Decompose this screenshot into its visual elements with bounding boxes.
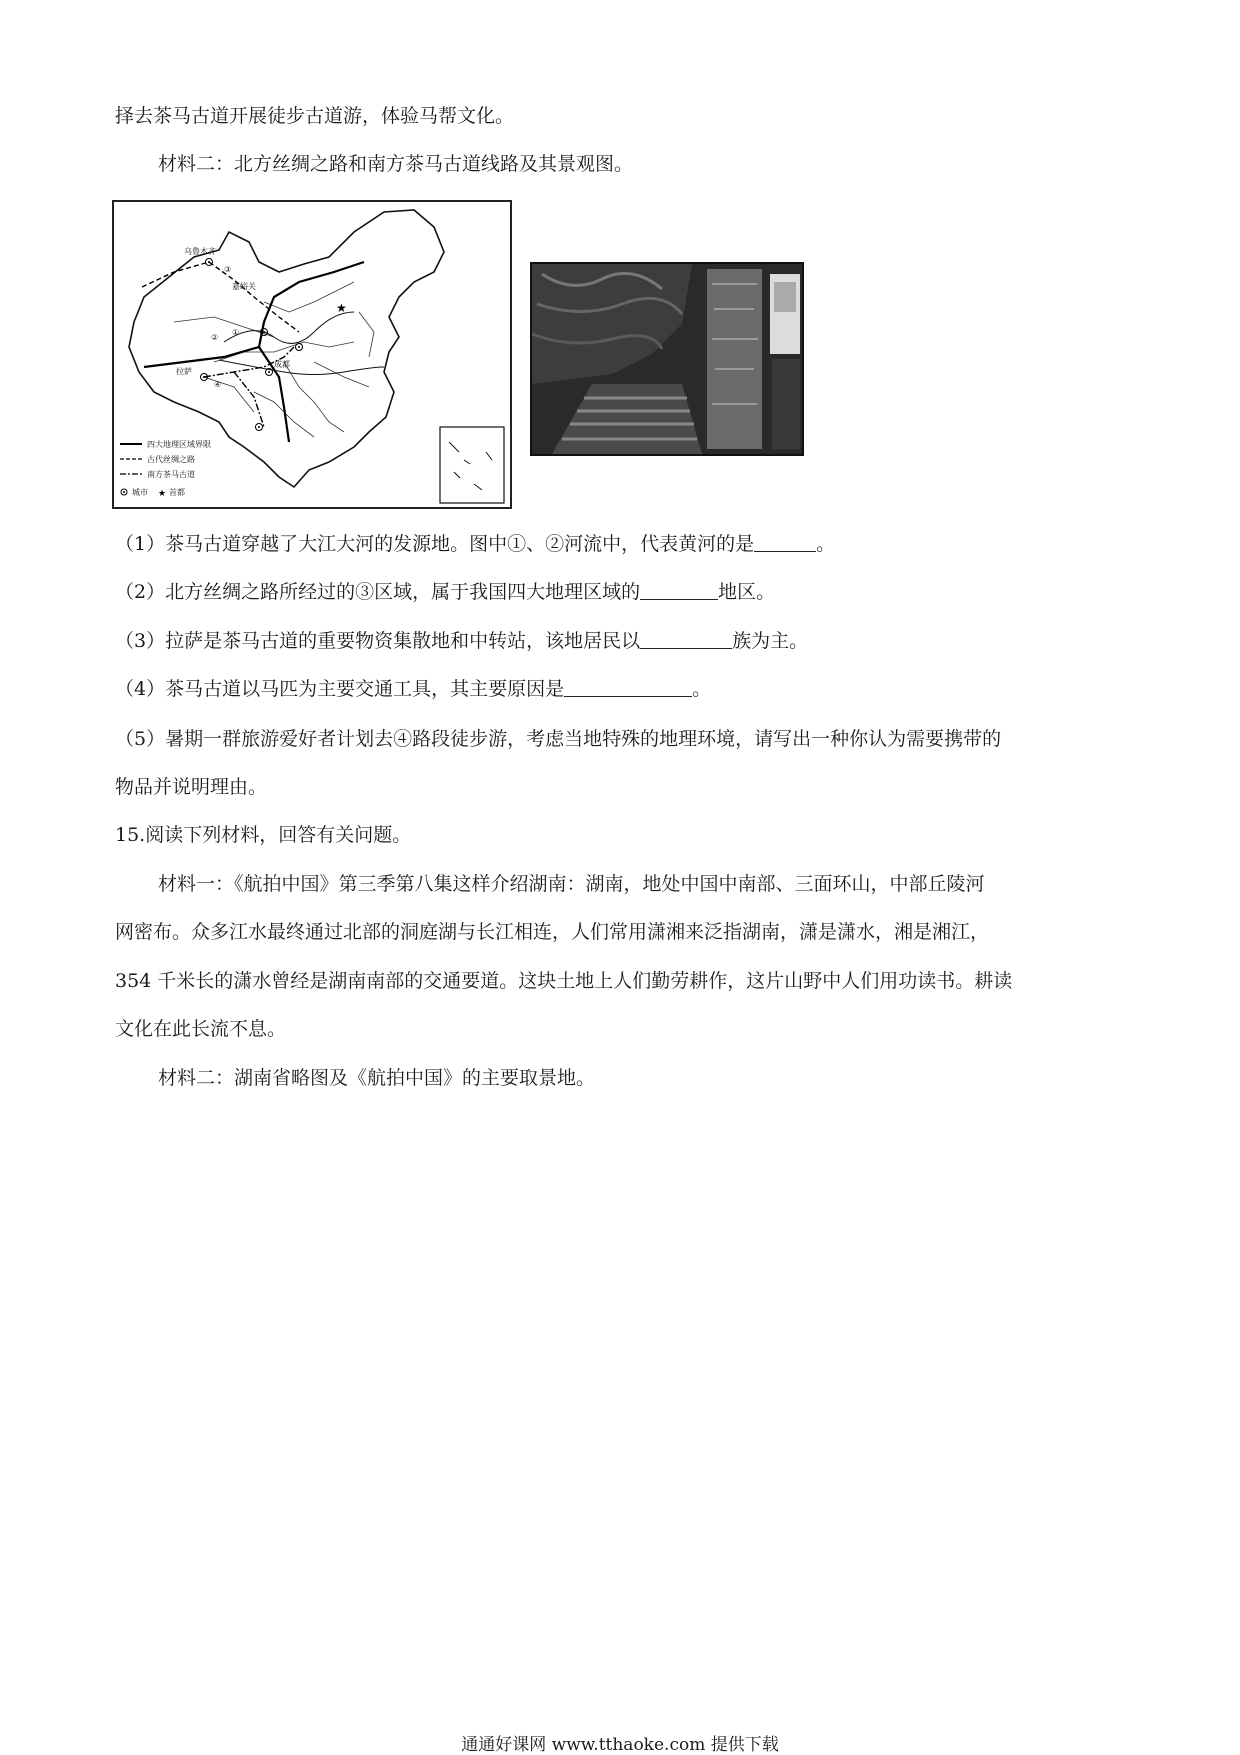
- china-map-svg: [114, 202, 510, 507]
- answer-blank-2[interactable]: [640, 579, 718, 600]
- answer-blank-3[interactable]: [640, 628, 732, 649]
- question-2: [115, 578, 775, 606]
- answer-blank-4[interactable]: [564, 676, 692, 697]
- question-1-end: 。: [816, 533, 836, 555]
- material-1-line-4: 文化在此长流不息。: [115, 1018, 287, 1040]
- river-2: [219, 360, 384, 375]
- label-urumqi: 乌鲁木齐: [184, 247, 216, 256]
- question-4-text: （4）茶马古道以马匹为主要交通工具，其主要原因是: [115, 678, 565, 700]
- south-sea-inset: [440, 427, 504, 503]
- legend-silk-road: 古代丝绸之路: [147, 455, 195, 464]
- label-lhasa: 拉萨: [176, 367, 192, 376]
- question-1: [115, 530, 835, 558]
- map-legend: [120, 439, 211, 499]
- river-1: [224, 312, 354, 343]
- material-2-caption: 材料二：北方丝绸之路和南方茶马古道线路及其景观图。: [158, 153, 634, 175]
- answer-blank-1[interactable]: [754, 531, 816, 552]
- legend-capital: 首都: [169, 488, 185, 497]
- material-1-line-2: 网密布。众多江水最终通过北部的洞庭湖与长江相连，人们常用潇湘来泛指湖南，潇是潇水，湘是湘江，: [115, 921, 990, 943]
- text-line-1: 择去茶马古道开展徒步古道游，体验马帮文化。: [115, 105, 515, 127]
- label-circle-2: ②: [211, 333, 219, 342]
- material-1-line-3: 354 千米长的潇水曾经是湖南南部的交通要道。这块土地上人们勤劳耕作，这片山野中人们用功读书。耕读: [115, 970, 1013, 992]
- question-3: [115, 627, 808, 655]
- label-circle-4: ④: [214, 380, 222, 389]
- label-jiayuguan: 嘉峪关: [232, 282, 256, 291]
- legend-city: 城市: [132, 488, 148, 497]
- material-2-hunan-caption: 材料二：湖南省略图及《航拍中国》的主要取景地。: [158, 1067, 596, 1089]
- capital-star-icon: ★: [336, 301, 347, 315]
- label-circle-1: ①: [232, 328, 240, 337]
- question-4: [115, 675, 711, 703]
- label-chengdu: 成都: [274, 360, 290, 369]
- china-route-map: [112, 200, 512, 509]
- question-2-end: 地区。: [718, 581, 776, 603]
- question-1-text: （1）茶马古道穿越了大江大河的发源地。图中①、②河流中，代表黄河的是: [115, 533, 755, 555]
- question-3-text: （3）拉萨是茶马古道的重要物资集散地和中转站，该地居民以: [115, 630, 641, 652]
- label-circle-3: ③: [224, 265, 232, 274]
- legend-tea-horse: 南方茶马古道: [147, 470, 195, 479]
- question-5-line-1: （5）暑期一群旅游爱好者计划去④路段徒步游，考虑当地特殊的地理环境，请写出一种你认为需要携带的: [115, 728, 1002, 750]
- svg-text:★: ★: [158, 489, 167, 499]
- question-4-end: 。: [692, 678, 712, 700]
- question-3-end: 族为主。: [732, 630, 809, 652]
- question-2-text: （2）北方丝绸之路所经过的③区域，属于我国四大地理区域的: [115, 581, 641, 603]
- legend-boundary: 四大地理区域界限: [147, 440, 211, 449]
- material-1-line-1: 材料一：《航拍中国》第三季第八集这样介绍湖南：湖南，地处中国中南部、三面环山，中部丘陵河: [158, 873, 985, 895]
- photo-svg: [532, 264, 802, 454]
- region-boundary: [144, 262, 364, 367]
- question-5-line-2: 物品并说明理由。: [115, 776, 268, 798]
- tea-horse-road-photo: [530, 262, 804, 456]
- page-footer: 通通好课网 www.tthaoke.com 提供下载: [461, 1735, 779, 1755]
- problem-15-heading: 15.阅读下列材料，回答有关问题。: [115, 824, 412, 846]
